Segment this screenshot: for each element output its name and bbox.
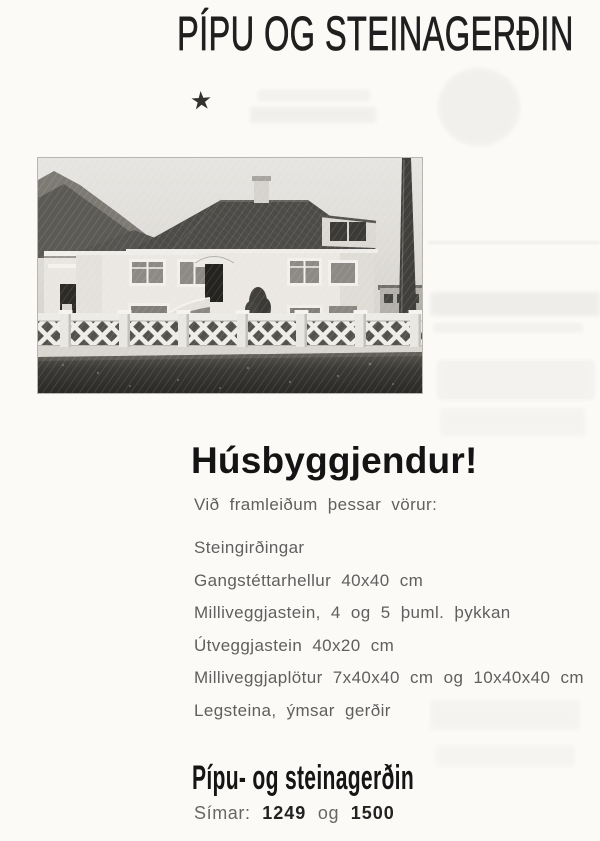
- product-list: [194, 537, 594, 732]
- bleed-through-text: [258, 90, 370, 101]
- intro-line: Við framleiðum þessar vörur:: [194, 495, 438, 514]
- phone-number-2: 1500: [350, 803, 395, 823]
- product-item: Legsteina, ýmsar gerðir: [194, 700, 391, 720]
- product-item: Steingirðingar: [194, 538, 305, 557]
- bleed-through-text: [430, 292, 600, 316]
- company-name: Pípu- og steinagerðin: [192, 759, 415, 797]
- bleed-through-text: [250, 107, 376, 123]
- page-title: PÍPU OG STEINAGERÐIN: [177, 8, 574, 61]
- phone-line: [194, 801, 395, 825]
- product-item: Milliveggjaplötur 7x40x40 cm og 10x40x40 cm: [194, 668, 584, 687]
- bleed-through-text: [433, 323, 583, 332]
- product-item: Gangstéttarhellur 40x40 cm: [194, 570, 424, 590]
- bleed-through-text: [435, 745, 575, 767]
- phones-label: Símar:: [194, 803, 251, 823]
- bleed-through-emblem: [438, 68, 520, 146]
- house-photo: [38, 158, 422, 393]
- bleed-through-text: [437, 360, 595, 400]
- section-heading: Húsbyggjendur!: [191, 440, 478, 481]
- phones-conjunction: og: [317, 803, 340, 823]
- phone-number-1: 1249: [262, 803, 307, 823]
- bleed-through-rule: [428, 241, 600, 244]
- star-icon: ★: [189, 86, 214, 116]
- product-item: Útveggjastein 40x20 cm: [194, 635, 395, 655]
- product-item: Milliveggjastein, 4 og 5 þuml. þykkan: [194, 603, 511, 622]
- bleed-through-text: [440, 408, 585, 436]
